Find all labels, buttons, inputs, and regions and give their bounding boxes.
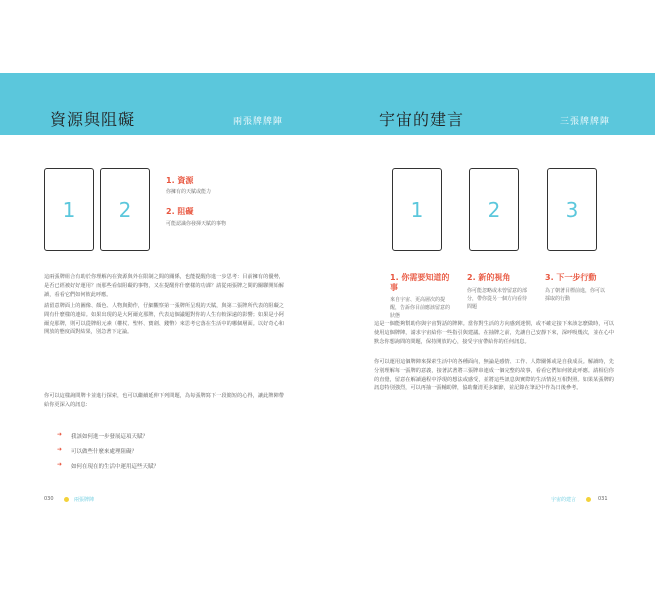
page-subtitle-right: 三張牌牌陣	[560, 117, 611, 127]
card-desc-need-to-know: 來自宇宙、更高層次的提醒，告訴你目前應該留意的狀態	[390, 297, 450, 319]
arrow-right-icon: ➜	[57, 446, 63, 453]
card-slot-1: 1	[44, 168, 94, 251]
card-desc-new-perspective: 你可能忽略或未曾留意的部分，帶你從另一個方向看待問題	[467, 288, 527, 310]
list-item: ➜ 如何在現在的生活中運用這些天賦？	[57, 461, 160, 470]
card-slot-1: 1	[392, 168, 442, 251]
list-item: ➜ 我該如何進一步發展這項天賦？	[57, 431, 149, 440]
footer-dot-left	[64, 497, 69, 502]
body-paragraph-2: 你可以運用這個牌陣來探索生活中的各種面向，無論是感情、工作、人際關係或是自我成長。解讀時，先分別理解每一張牌的意義，接著試著將三張牌串連成一個完整的故事，看看它們如何彼此呼應。請相信你的直覺，留意在解讀過程中浮現的想法或感受，並將這些訊息與實際的生活情況互相對照。如果某張牌的訊息特別強烈，可以再抽一張輔助牌，協助釐清更多細節，並記錄在筆記中作為日後參考。	[374, 359, 614, 392]
card-slot-3: 3	[547, 168, 597, 251]
card-label-next-step: 3. 下一步行動	[545, 273, 597, 282]
card-desc-resource: 你擁有的天賦或能力	[166, 189, 212, 195]
arrow-right-icon: ➜	[57, 431, 63, 438]
card-label-need-to-know: 1. 你需要知道的事	[390, 273, 450, 292]
body-paragraph-1: 這是一個能夠幫助你與宇宙對話的牌陣。當你對生活的方向感到迷惘，或不確定接下來該怎麼做時，可以使用這個牌陣，請求宇宙給你一些指引與建議。在抽牌之前，先讓自己安靜下來，深呼吸幾次，並在心中默念你想詢問的問題，保持開放的心，接受宇宙帶給你的任何訊息。	[374, 321, 614, 345]
arrow-right-icon: ➜	[57, 461, 63, 468]
card-desc-obstacle: 可能認識你發揮天賦的事物	[166, 221, 227, 227]
card-slot-2: 2	[469, 168, 519, 251]
card-label-resource: 1. 資源	[166, 176, 194, 185]
page-number-right: 031	[598, 496, 608, 502]
body-paragraph-3: 你可以這樣詢問牌卡並進行探索，也可以繼續延伸下列問題，為每張牌寫下一段簡短的心得，讓此牌陣帶給你更深入的訊息：	[44, 393, 284, 408]
footer-dot-right	[586, 497, 591, 502]
body-paragraph-2: 請留意牌面上的圖像、顏色、人物與動作，仔細觀察第一張牌所呈現的天賦，與第二張牌所代表的阻礙之間有什麼樣的連結。如果出現的是大阿爾克那牌，代表這個議題對你的人生有較深遠的影響；如果是小阿爾克那牌，則可以從牌組元素（權杖、聖杯、寶劍、錢幣）來思考它落在生活中的哪個層面。以好奇心和開放的態度面對結果，別急著下定論。	[44, 303, 284, 336]
card-slot-2: 2	[100, 168, 150, 251]
page-title-right: 宇宙的建言	[379, 110, 465, 129]
body-paragraph-1: 這兩張牌組合有助於你理解內在資源與外在限制之間的關係，也能提醒你進一步思考：目前擁有的優勢，是否已經被好好運用？而那些看似阻礙的事物，又在提醒你什麼樣的功課？請從兩張牌之間的關聯開始解讀，看看它們如何彼此呼應。	[44, 274, 284, 298]
page-number-left: 030	[44, 496, 54, 502]
page-title-left: 資源與阻礙	[50, 110, 136, 129]
footer-label-left: 兩張牌陣	[74, 497, 95, 503]
footer-label-right: 宇宙的建言	[551, 497, 577, 503]
list-item: ➜ 可以做些什麼來處理阻礙？	[57, 446, 138, 455]
card-desc-next-step: 為了朝著目標前進，你可以採取的行動	[545, 288, 605, 302]
card-label-new-perspective: 2. 新的視角	[467, 273, 511, 282]
page-subtitle-left: 兩張牌牌陣	[233, 117, 284, 127]
card-label-obstacle: 2. 阻礙	[166, 207, 194, 216]
question-list	[57, 432, 159, 477]
